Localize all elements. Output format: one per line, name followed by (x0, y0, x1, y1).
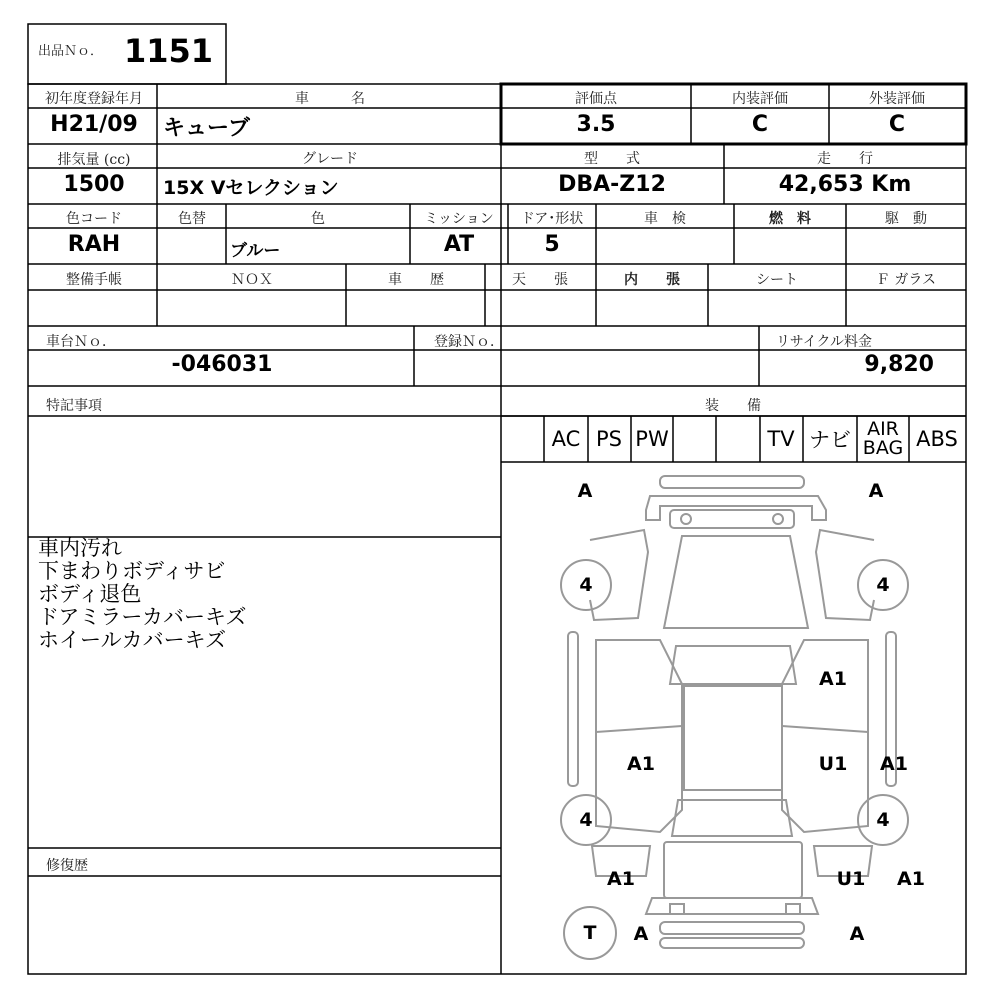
chassis-number-label: 車台Ｎｏ． (46, 334, 116, 350)
first-registration-label: 初年度登録年月 (45, 91, 143, 107)
damage-mark: A (868, 480, 884, 502)
equipment-tv: TV (767, 427, 795, 451)
damage-mark: U1 (836, 868, 866, 890)
special-notes-label: 特記事項 (46, 398, 102, 414)
grade-label: グレード (302, 151, 358, 167)
car-name-label: 車 名 (295, 91, 365, 107)
door-shape-label: ドア･形状 (520, 211, 584, 227)
roof-lining-label: 天 張 (512, 272, 568, 288)
model-code-label: 型 式 (584, 151, 640, 167)
mileage-value: 42,653 Km (778, 172, 912, 197)
damage-mark: A1 (607, 868, 635, 890)
inspection-label: 車 検 (644, 211, 686, 227)
damage-mark: A (849, 923, 865, 945)
interior-grade-value: C (751, 112, 769, 137)
seat-label: シート (756, 272, 798, 288)
equipment-label: 装 備 (705, 398, 761, 414)
color-change-label: 色替 (178, 211, 206, 227)
fuel-label: 燃 料 (769, 211, 811, 227)
note-line: 車内汚れ (38, 536, 122, 560)
tire-tread-rear-right: 4 (876, 809, 890, 831)
exterior-grade-value: C (888, 112, 906, 137)
note-line: ドアミラーカバーキズ (38, 605, 247, 629)
lot-number-label: 出品Ｎｏ． (38, 44, 104, 59)
equipment-pw: PW (635, 427, 669, 451)
color-code-value: RAH (67, 232, 121, 257)
equipment-abs: ABS (916, 427, 958, 451)
damage-mark: A1 (627, 753, 655, 775)
color-label: 色 (311, 211, 325, 227)
grade-value: 15X Vセレクション (163, 177, 339, 199)
chassis-number-value: -046031 (171, 352, 273, 377)
equipment-ps: PS (596, 427, 622, 451)
damage-mark: A (633, 923, 649, 945)
nox-label: ＮＯＸ (231, 272, 273, 288)
damage-mark: A1 (819, 668, 847, 690)
door-shape-value: 5 (544, 232, 560, 257)
color-code-label: 色コード (66, 211, 122, 227)
evaluation-score-value: 3.5 (576, 112, 616, 137)
note-line: ボディ退色 (38, 582, 142, 606)
color-value: ブルー (230, 241, 281, 261)
damage-mark: A (577, 480, 593, 502)
interior-grade-label: 内装評価 (732, 91, 788, 107)
tire-tread-rear-left: 4 (579, 809, 593, 831)
recycle-fee-label: リサイクル料金 (776, 334, 873, 350)
transmission-label: ミッション (424, 211, 494, 227)
damage-mark: A1 (880, 753, 908, 775)
exterior-grade-label: 外装評価 (869, 91, 925, 107)
vehicle-history-label: 車 歴 (388, 272, 444, 288)
equipment-navi: ナビ (809, 428, 851, 452)
damage-mark: A1 (897, 868, 925, 890)
note-line: ホイールカバーキズ (38, 628, 227, 652)
drive-label: 駆 動 (885, 211, 927, 227)
transmission-value: AT (443, 232, 475, 257)
lot-number: 1151 (124, 32, 214, 70)
equipment-airbag: AIR BAG (862, 418, 904, 459)
car-name-value: キューブ (163, 116, 250, 141)
recycle-fee-value: 9,820 (864, 352, 934, 377)
equipment-ac: AC (551, 427, 581, 451)
damage-mark: U1 (818, 753, 848, 775)
evaluation-score-label: 評価点 (575, 91, 617, 107)
tire-tread-front-right: 4 (876, 574, 890, 596)
note-line: 下まわりボディサビ (38, 559, 226, 583)
first-registration-value: H21/09 (50, 112, 138, 137)
displacement-value: 1500 (63, 172, 125, 197)
interior-lining-label: 内 張 (624, 272, 680, 288)
registration-number-label: 登録Ｎｏ． (434, 334, 504, 350)
tire-tread-front-left: 4 (579, 574, 593, 596)
front-glass-label: Ｆ ガラス (875, 272, 937, 288)
displacement-label: 排気量 (cc) (57, 152, 131, 168)
mileage-label: 走 行 (817, 151, 873, 167)
model-code-value: DBA-Z12 (558, 172, 666, 197)
spare-tire-mark: T (583, 922, 597, 944)
maintenance-record-label: 整備手帳 (66, 272, 122, 288)
repair-history-label: 修復歴 (46, 858, 88, 874)
